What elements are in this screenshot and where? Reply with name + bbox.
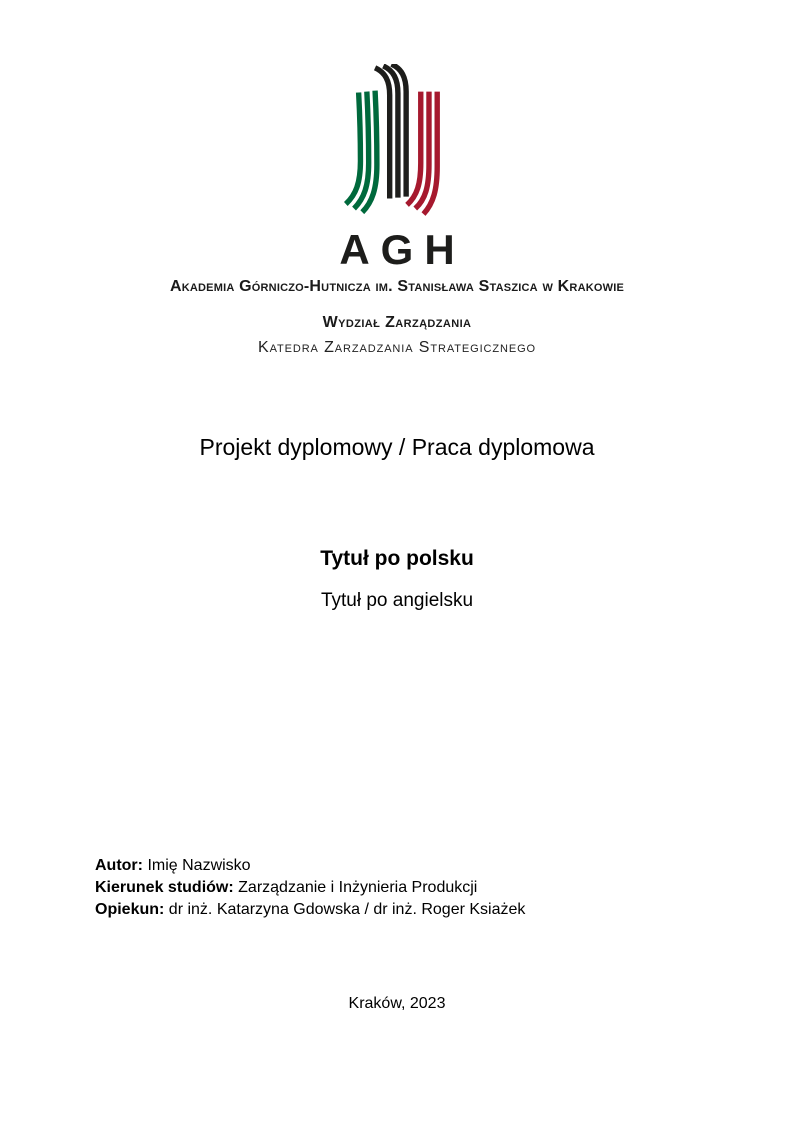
author-value: Imię Nazwisko — [147, 857, 251, 874]
logo-red-stripes — [407, 92, 437, 214]
supervisor-label: Opiekun: — [95, 901, 165, 918]
author-row — [95, 855, 525, 877]
logo-black-stripes — [375, 64, 406, 198]
logo-green-stripes — [346, 91, 377, 213]
agh-logo — [0, 64, 794, 216]
department-name: Katedra Zarzadzania Strategicznego — [258, 339, 536, 356]
agh-logo-stripes-icon — [344, 64, 450, 216]
document-type: Projekt dyplomowy / Praca dyplomowa — [199, 434, 595, 460]
program-label: Kierunek studiów: — [95, 879, 234, 896]
author-label: Autor: — [95, 857, 143, 874]
title-polish: Tytuł po polsku — [320, 547, 474, 570]
author-details — [95, 855, 525, 921]
agh-logo-letters: AGH — [339, 226, 466, 273]
place-and-year: Kraków, 2023 — [348, 995, 446, 1012]
supervisor-row — [95, 899, 525, 921]
university-name: Akademia Górniczo-Hutnicza im. Stanisława Staszica w Krakowie — [170, 278, 624, 295]
program-value: Zarządzanie i Inżynieria Produkcji — [238, 879, 478, 896]
supervisor-value: dr inż. Katarzyna Gdowska / dr inż. Roger Ksiażek — [168, 901, 526, 918]
program-row — [95, 877, 525, 899]
title-english: Tytuł po angielsku — [320, 590, 474, 611]
faculty-name: Wydział Zarządzania — [322, 314, 472, 331]
